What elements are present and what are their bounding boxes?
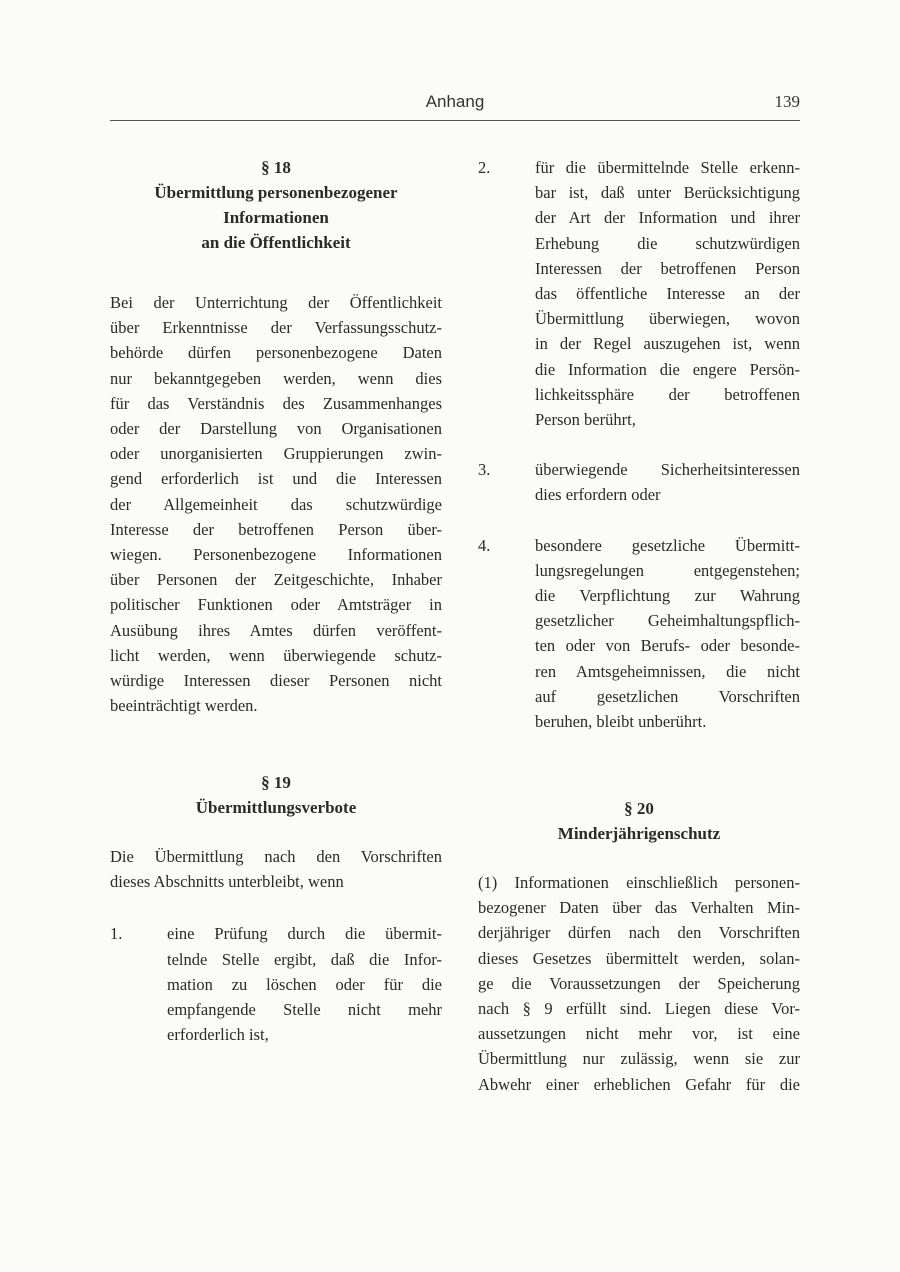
- text-line: dieses Gesetzes übermittelt werden, solan-: [478, 948, 800, 968]
- section-19-title: Übermittlungsverbote: [195, 798, 357, 817]
- text-line: über Erkenntnisse der Verfassungsschutz-: [110, 318, 442, 338]
- text-line: gend erforderlich ist und die Interessen: [110, 469, 442, 489]
- text-line: wiegen. Personenbezogene Informationen: [110, 545, 442, 565]
- text-line: nach § 9 erfüllt sind. Liegen diese Vor-: [478, 999, 800, 1019]
- text-line: Person berührt,: [535, 410, 636, 430]
- text-line: auf gesetzlichen Vorschriften: [535, 686, 800, 706]
- section-20: [478, 796, 800, 1097]
- text-line: politischer Funktionen oder Amtsträger in: [110, 595, 442, 615]
- text-line: derjähriger dürfen nach den Vorschriften: [478, 923, 800, 943]
- section-18-title-line: an die Öffentlichkeit: [201, 233, 351, 252]
- text-line: beeinträchtigt werden.: [110, 696, 258, 716]
- section-18: [110, 155, 442, 718]
- list-item: [110, 921, 442, 1047]
- text-line: über Personen der Zeitgeschichte, Inhaber: [110, 570, 442, 590]
- text-line: ge die Voraussetzungen der Speicherung: [478, 973, 800, 993]
- text-line: ten oder von Berufs- oder besonde-: [535, 636, 800, 656]
- section-19-intro: [110, 844, 442, 894]
- list-item-number: 2.: [478, 158, 491, 177]
- page-number: 139: [774, 92, 800, 111]
- running-header: [110, 92, 800, 121]
- text-line: aussetzungen nicht mehr vor, ist eine: [478, 1024, 800, 1044]
- text-line: bezogener Daten über das Verhalten Min-: [478, 898, 800, 918]
- text-line: bar ist, daß unter Berücksichtigung: [535, 183, 800, 203]
- text-line: besondere gesetzliche Übermitt-: [535, 535, 800, 555]
- section-20-title: Minderjährigenschutz: [557, 824, 721, 843]
- list-continuation: [478, 155, 800, 734]
- text-line: Bei der Unterrichtung der Öffentlichkeit: [110, 293, 442, 312]
- section-18-paragraph: [110, 290, 442, 718]
- text-line: licht werden, wenn überwiegende schutz-: [110, 645, 442, 665]
- text-line: Übermittlung überwiegen, wovon: [535, 309, 800, 329]
- list-item-number: 4.: [478, 535, 491, 555]
- text-line: Erhebung die schutzwürdigen: [535, 233, 800, 253]
- text-line: dies erfordern oder: [535, 485, 661, 505]
- text-line: beruhen, bleibt unberührt.: [535, 712, 707, 732]
- text-line: lichkeitssphäre der betroffenen: [535, 384, 800, 404]
- text-line: Abwehr einer erheblichen Gefahr für die: [478, 1074, 800, 1094]
- text-line: Interesse der betroffenen Person über-: [110, 519, 442, 539]
- text-line: in der Regel auszugehen ist, wenn: [535, 334, 800, 354]
- section-20-number: § 20: [624, 799, 654, 818]
- text-line: ren Amtsgeheimnissen, die nicht: [535, 661, 800, 681]
- text-line: oder unorganisierten Gruppierungen zwin-: [110, 444, 442, 464]
- text-line: für das Verständnis des Zusammenhanges: [110, 393, 442, 413]
- text-line: telnde Stelle ergibt, daß die Infor-: [167, 949, 442, 969]
- section-19-number: § 19: [261, 773, 291, 792]
- text-line: gesetzlicher Geheimhaltungspflich-: [535, 611, 800, 631]
- list-item: [478, 533, 800, 735]
- text-line: überwiegende Sicherheitsinteressen: [535, 460, 800, 480]
- text-line: mation zu löschen oder für die: [167, 974, 442, 994]
- text-line: oder der Darstellung von Organisationen: [110, 419, 442, 439]
- section-18-number: § 18: [261, 158, 291, 177]
- section-20-paragraph: [478, 870, 800, 1097]
- list-item-number: 1.: [110, 924, 123, 944]
- text-line: (1) Informationen einschließlich personen-: [478, 873, 800, 892]
- text-line: eine Prüfung durch die übermit-: [167, 924, 442, 944]
- text-line: die Information die engere Persön-: [535, 359, 800, 379]
- text-line: das öffentliche Interesse an der: [535, 284, 800, 304]
- list-item: [478, 457, 800, 507]
- text-line: würdige Interessen dieser Personen nicht: [110, 671, 442, 691]
- running-title: Anhang: [425, 92, 485, 111]
- text-line: erforderlich ist,: [167, 1025, 269, 1045]
- section-19: [110, 770, 442, 1047]
- text-line: für die übermittelnde Stelle erkenn-: [535, 158, 800, 177]
- text-line: lungsregelungen entgegenstehen;: [535, 560, 800, 580]
- text-line: Ausübung ihres Amtes dürfen veröffent-: [110, 620, 442, 640]
- text-line: nur bekanntgegeben werden, wenn dies: [110, 368, 442, 388]
- text-line: die Verpflichtung zur Wahrung: [535, 586, 800, 606]
- text-line: Interessen der betroffenen Person: [535, 258, 800, 278]
- list-item: [478, 155, 800, 432]
- section-18-title-line: Informationen: [223, 208, 329, 227]
- text-line: Übermittlung nur zulässig, wenn sie zur: [478, 1049, 800, 1069]
- text-line: dieses Abschnitts unterbleibt, wenn: [110, 872, 344, 892]
- text-line: Die Übermittlung nach den Vorschriften: [110, 847, 442, 866]
- text-line: der Allgemeinheit das schutzwürdige: [110, 494, 442, 514]
- text-line: empfangende Stelle nicht mehr: [167, 1000, 442, 1020]
- text-line: der Art der Information und ihrer: [535, 208, 800, 228]
- list-item-number: 3.: [478, 460, 491, 480]
- section-18-title-line: Übermittlung personenbezogener: [154, 183, 398, 202]
- text-line: behörde dürfen personenbezogene Daten: [110, 343, 442, 363]
